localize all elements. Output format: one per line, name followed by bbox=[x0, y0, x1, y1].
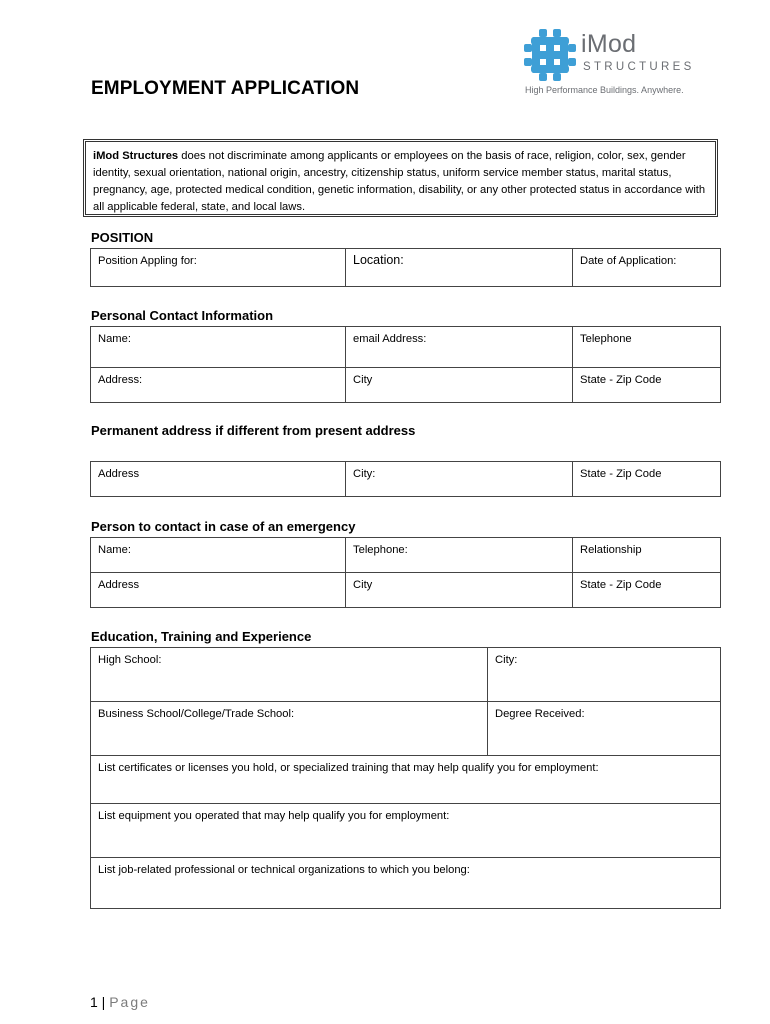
page-number: 1 bbox=[90, 994, 98, 1010]
position-applying-field[interactable] bbox=[91, 249, 346, 287]
degree-field[interactable] bbox=[488, 702, 721, 756]
field-label: Name: bbox=[98, 544, 131, 556]
emergency-table bbox=[90, 537, 721, 608]
field-label: Telephone: bbox=[353, 544, 408, 556]
field-label: Location: bbox=[353, 253, 404, 267]
page-title: EMPLOYMENT APPLICATION bbox=[91, 78, 360, 99]
high-school-city-field[interactable] bbox=[488, 648, 721, 702]
field-label: Address bbox=[98, 579, 140, 591]
field-label: Telephone bbox=[580, 333, 632, 345]
emergency-address-field[interactable] bbox=[91, 573, 346, 608]
college-field[interactable] bbox=[91, 702, 488, 756]
imod-logo bbox=[523, 28, 693, 100]
logo-tagline: High Performance Buildings. Anywhere. bbox=[525, 85, 684, 95]
email-field[interactable] bbox=[346, 327, 573, 368]
certificates-field[interactable] bbox=[91, 756, 721, 804]
nondiscrimination-notice bbox=[83, 139, 718, 217]
notice-company: iMod Structures bbox=[93, 150, 179, 162]
city-field[interactable] bbox=[346, 368, 573, 403]
location-field[interactable] bbox=[346, 249, 573, 287]
page-footer bbox=[90, 994, 150, 1010]
field-label: List equipment you operated that may help qualify you for employment: bbox=[98, 810, 450, 822]
field-label: High School: bbox=[98, 654, 162, 666]
emergency-telephone-field[interactable] bbox=[346, 538, 573, 573]
field-label: City bbox=[353, 579, 373, 591]
field-label: Address bbox=[98, 468, 140, 480]
high-school-field[interactable] bbox=[91, 648, 488, 702]
page-separator: | bbox=[97, 994, 110, 1010]
name-field[interactable] bbox=[91, 327, 346, 368]
field-label: State - Zip Code bbox=[580, 579, 662, 591]
page-word: Page bbox=[109, 994, 150, 1010]
field-label: Name: bbox=[98, 333, 131, 345]
emergency-city-field[interactable] bbox=[346, 573, 573, 608]
address-field[interactable] bbox=[91, 368, 346, 403]
position-table bbox=[90, 248, 721, 287]
emergency-state-zip-field[interactable] bbox=[573, 573, 721, 608]
section-permanent-heading: Permanent address if different from present address bbox=[91, 423, 416, 438]
contact-table bbox=[90, 326, 721, 403]
field-label: State - Zip Code bbox=[580, 374, 662, 386]
field-label: City bbox=[353, 374, 373, 386]
emergency-name-field[interactable] bbox=[91, 538, 346, 573]
date-of-application-field[interactable] bbox=[573, 249, 721, 287]
field-label: State - Zip Code bbox=[580, 468, 662, 480]
section-position-heading: POSITION bbox=[91, 230, 154, 245]
section-education-heading: Education, Training and Experience bbox=[91, 629, 312, 644]
field-label: City: bbox=[495, 654, 518, 666]
field-label: List certificates or licenses you hold, or specialized training that may help qualify you for employment: bbox=[98, 762, 599, 774]
field-label: Business School/College/Trade School: bbox=[98, 708, 295, 720]
permanent-address-field[interactable] bbox=[91, 462, 346, 497]
emergency-relationship-field[interactable] bbox=[573, 538, 721, 573]
section-contact-heading: Personal Contact Information bbox=[91, 308, 274, 323]
permanent-city-field[interactable] bbox=[346, 462, 573, 497]
logo-name: iMod bbox=[581, 30, 637, 58]
telephone-field[interactable] bbox=[573, 327, 721, 368]
field-label: List job-related professional or technical organizations to which you belong: bbox=[98, 864, 470, 876]
field-label: Degree Received: bbox=[495, 708, 585, 720]
section-emergency-heading: Person to contact in case of an emergency bbox=[91, 519, 356, 534]
equipment-field[interactable] bbox=[91, 804, 721, 858]
imod-grid-icon bbox=[523, 28, 577, 82]
notice-text: does not discriminate among applicants or employees on the basis of race, religion, color, sex, gender identity, sexual orientation, national origin, ancestry, citizenship status, uniform service member status, marital status, pregnancy, age, protected medical condition, genetic information, disability, or any other protected status in accordance with all applicable federal, state, and local laws. bbox=[93, 150, 706, 213]
state-zip-field[interactable] bbox=[573, 368, 721, 403]
field-label: Date of Application: bbox=[580, 255, 677, 267]
organizations-field[interactable] bbox=[91, 858, 721, 909]
field-label: Position Appling for: bbox=[98, 255, 197, 267]
permanent-address-table bbox=[90, 461, 721, 497]
logo-subtitle: STRUCTURES bbox=[583, 61, 695, 73]
field-label: Relationship bbox=[580, 544, 642, 556]
field-label: City: bbox=[353, 468, 376, 480]
permanent-state-zip-field[interactable] bbox=[573, 462, 721, 497]
education-table bbox=[90, 647, 721, 909]
field-label: email Address: bbox=[353, 333, 427, 345]
field-label: Address: bbox=[98, 374, 143, 386]
